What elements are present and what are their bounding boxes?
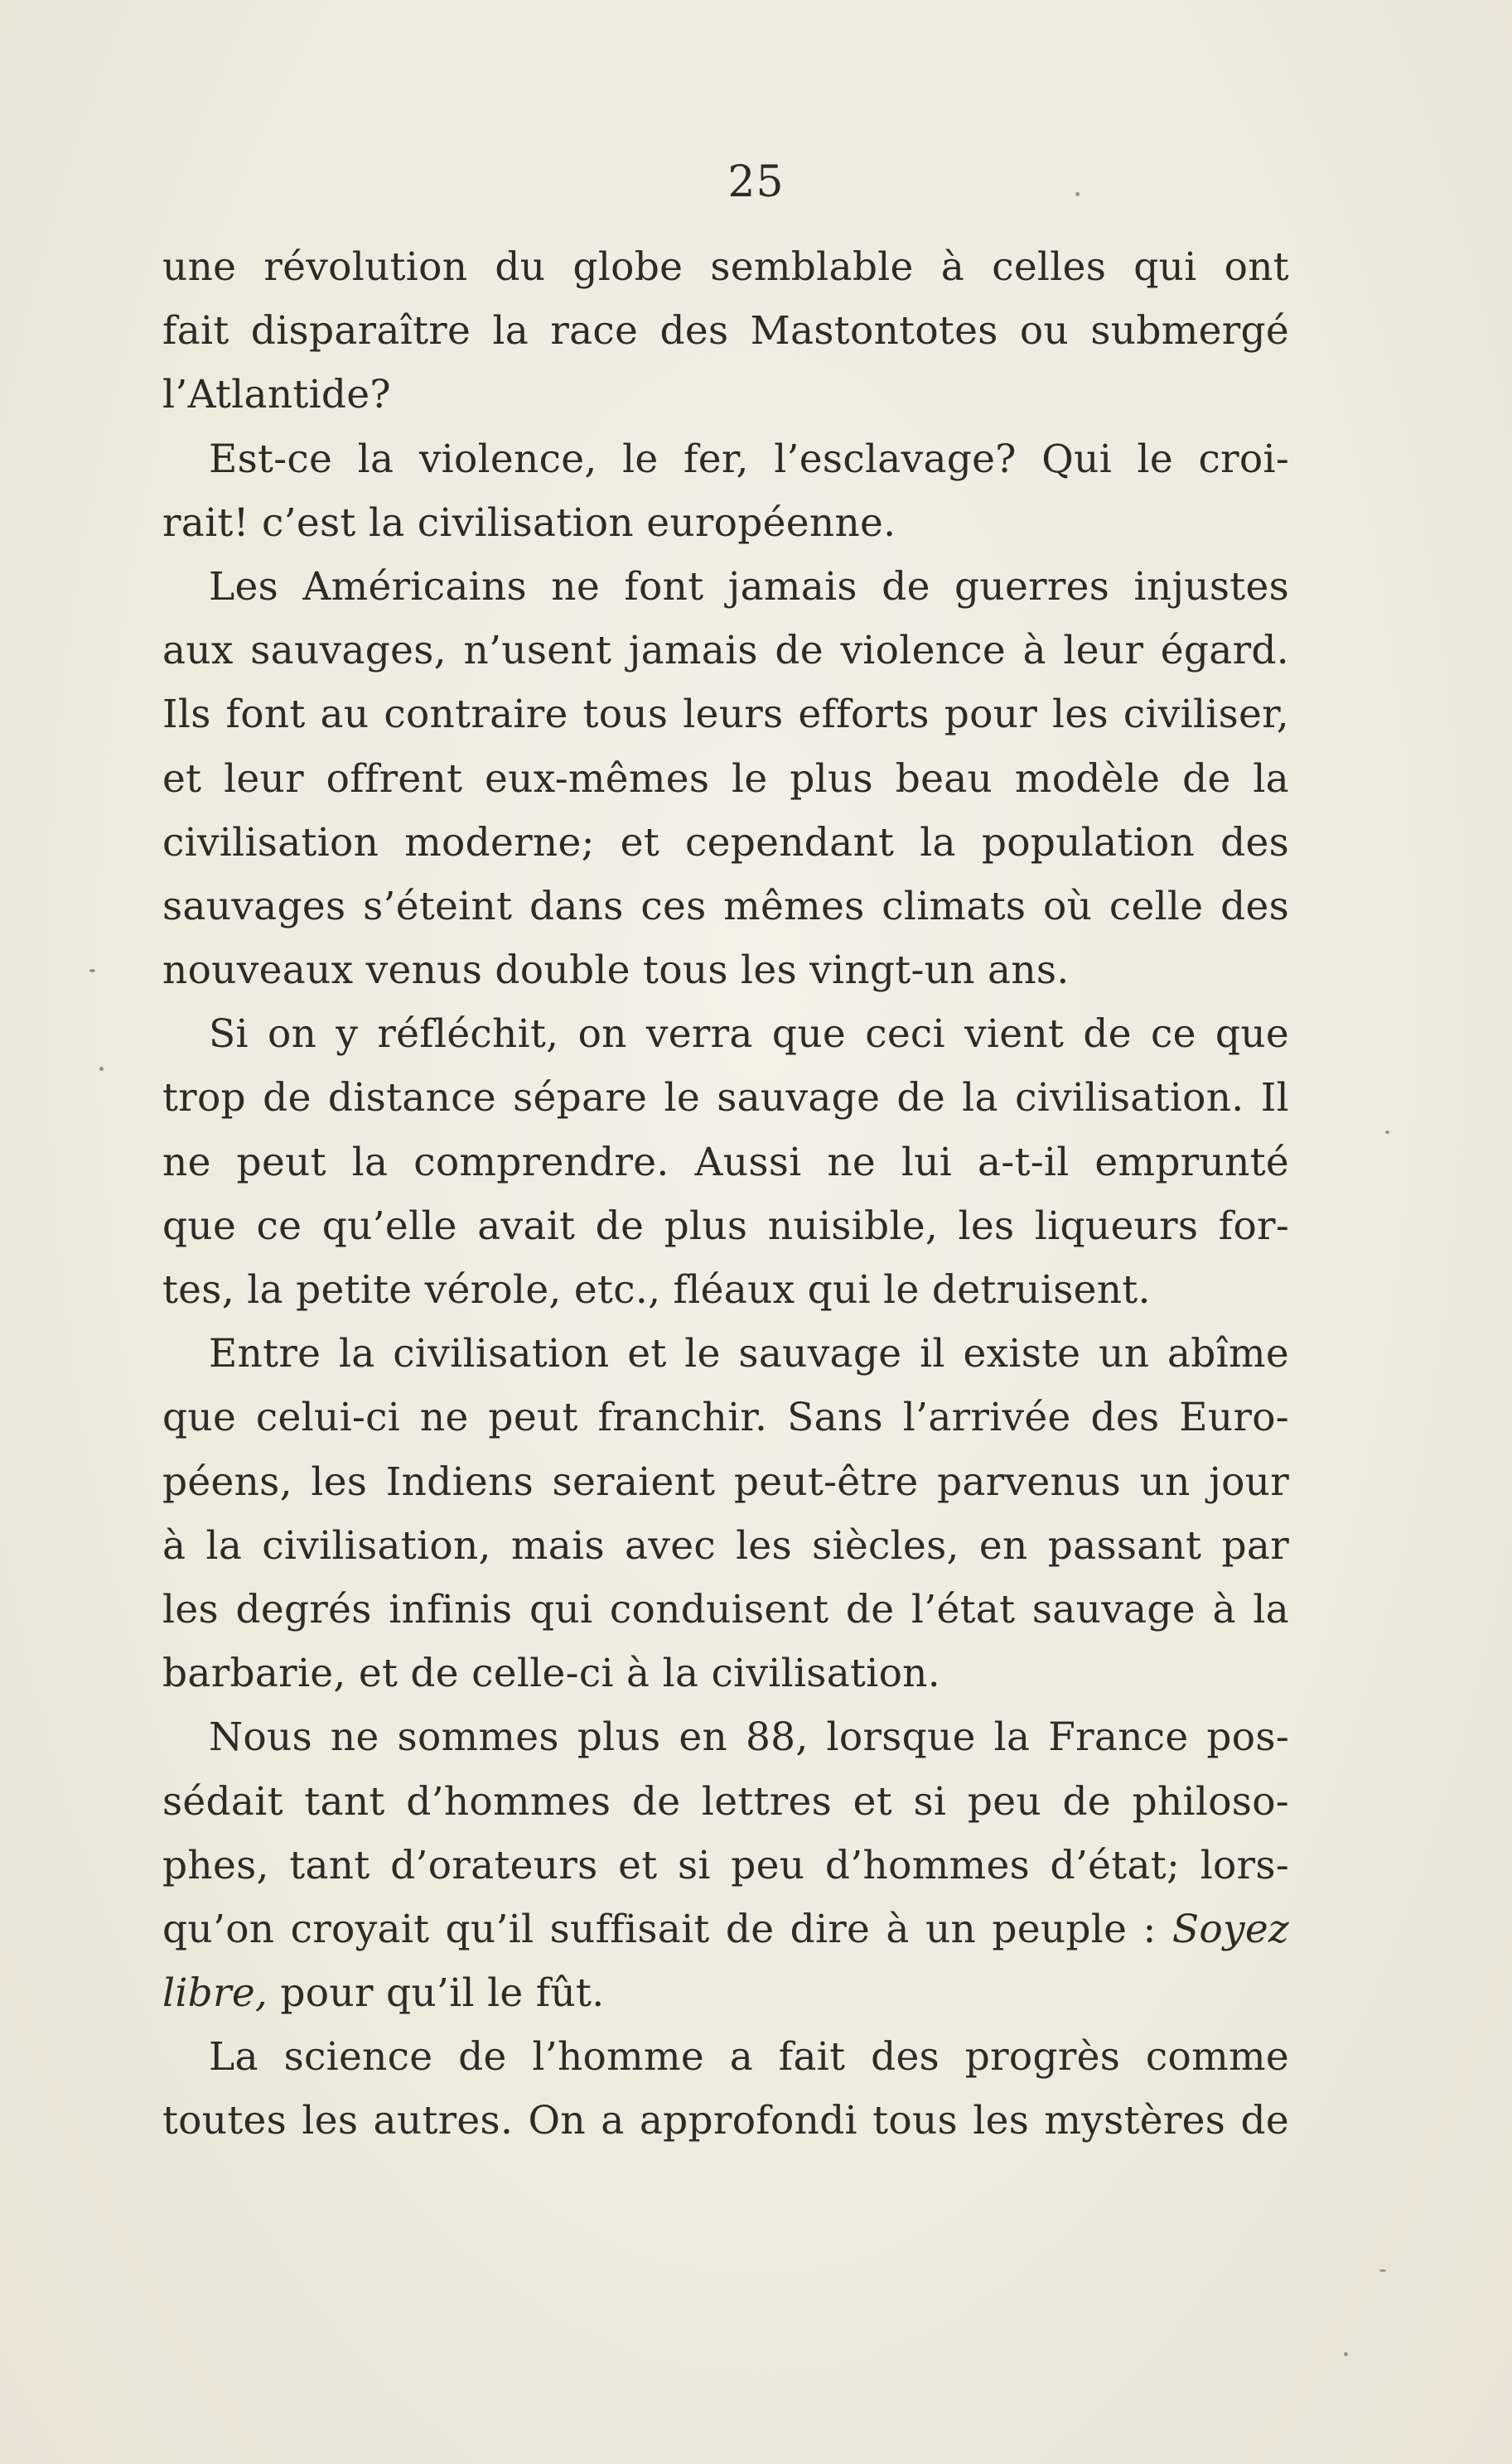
text-line: ne peut la comprendre. Aussi ne lui a-t-il emprunté: [162, 1139, 1289, 1185]
italic-text: Soyez: [1171, 1906, 1289, 1952]
text-line: qu’on croyait qu’il suffisait de dire à un peuple : Soyez: [162, 1906, 1289, 1952]
text-line: Nous ne sommes plus en 88, lorsque la France pos-: [209, 1714, 1289, 1761]
paper-speck: [1344, 2352, 1348, 2356]
text-line: les degrés infinis qui conduisent de l’état sauvage à la: [162, 1586, 1289, 1632]
text-line: libre, pour qu’il le fût.: [162, 1970, 605, 2017]
paper-speck: [1075, 192, 1080, 196]
text-line: tes, la petite vérole, etc., fléaux qui le detruisent.: [162, 1267, 1151, 1313]
text-line: phes, tant d’orateurs et si peu d’hommes d’état; lors-: [162, 1842, 1289, 1888]
text-line: une révolution du globe semblable à celles qui ont: [162, 244, 1289, 290]
text-line: Est-ce la violence, le fer, l’esclavage? Qui le croi-: [209, 436, 1289, 482]
text-line: fait disparaître la race des Mastontotes ou submergé: [162, 308, 1289, 354]
text-line: Si on y réfléchit, on verra que ceci vient de ce que: [209, 1011, 1289, 1058]
text-line: trop de distance sépare le sauvage de la civilisation. Il: [162, 1075, 1289, 1121]
paper-speck: [99, 1067, 104, 1071]
text-line: sédait tant d’hommes de lettres et si peu de philoso-: [162, 1778, 1289, 1825]
paper-speck: [89, 969, 95, 972]
text-line: La science de l’homme a fait des progrès comme: [209, 2034, 1289, 2081]
text-line: Entre la civilisation et le sauvage il existe un abîme: [209, 1331, 1289, 1377]
text-line: et leur offrent eux-mêmes le plus beau modèle de la: [162, 755, 1289, 802]
text-line: l’Atlantide?: [162, 372, 391, 418]
text-line: Les Américains ne font jamais de guerres injustes: [209, 563, 1289, 610]
paper-speck: [1385, 1131, 1389, 1134]
italic-text: libre,: [162, 1970, 268, 2017]
text-line: barbarie, et de celle-ci à la civilisation.: [162, 1651, 940, 1697]
text-line: Ils font au contraire tous leurs efforts pour les civiliser,: [162, 692, 1289, 738]
text-line: toutes les autres. On a approfondi tous les mystères de: [162, 2098, 1289, 2144]
text-line: sauvages s’éteint dans ces mêmes climats où celle des: [162, 883, 1289, 929]
body-text: [162, 235, 1289, 2153]
page-number: 25: [727, 157, 785, 207]
text-line: péens, les Indiens seraient peut-être parvenus un jour: [162, 1459, 1289, 1505]
text-line: nouveaux venus double tous les vingt-un ans.: [162, 948, 1070, 994]
paper-speck: [1379, 2269, 1386, 2272]
text-line: aux sauvages, n’usent jamais de violence à leur égard.: [162, 628, 1289, 674]
text-line: que celui-ci ne peut franchir. Sans l’arrivée des Euro-: [162, 1395, 1289, 1441]
text-line: à la civilisation, mais avec les siècles, en passant par: [162, 1522, 1289, 1569]
text-line: rait! c’est la civilisation européenne.: [162, 499, 896, 546]
text-line: que ce qu’elle avait de plus nuisible, les liqueurs for-: [162, 1203, 1289, 1249]
text-line: civilisation moderne; et cependant la population des: [162, 819, 1289, 866]
